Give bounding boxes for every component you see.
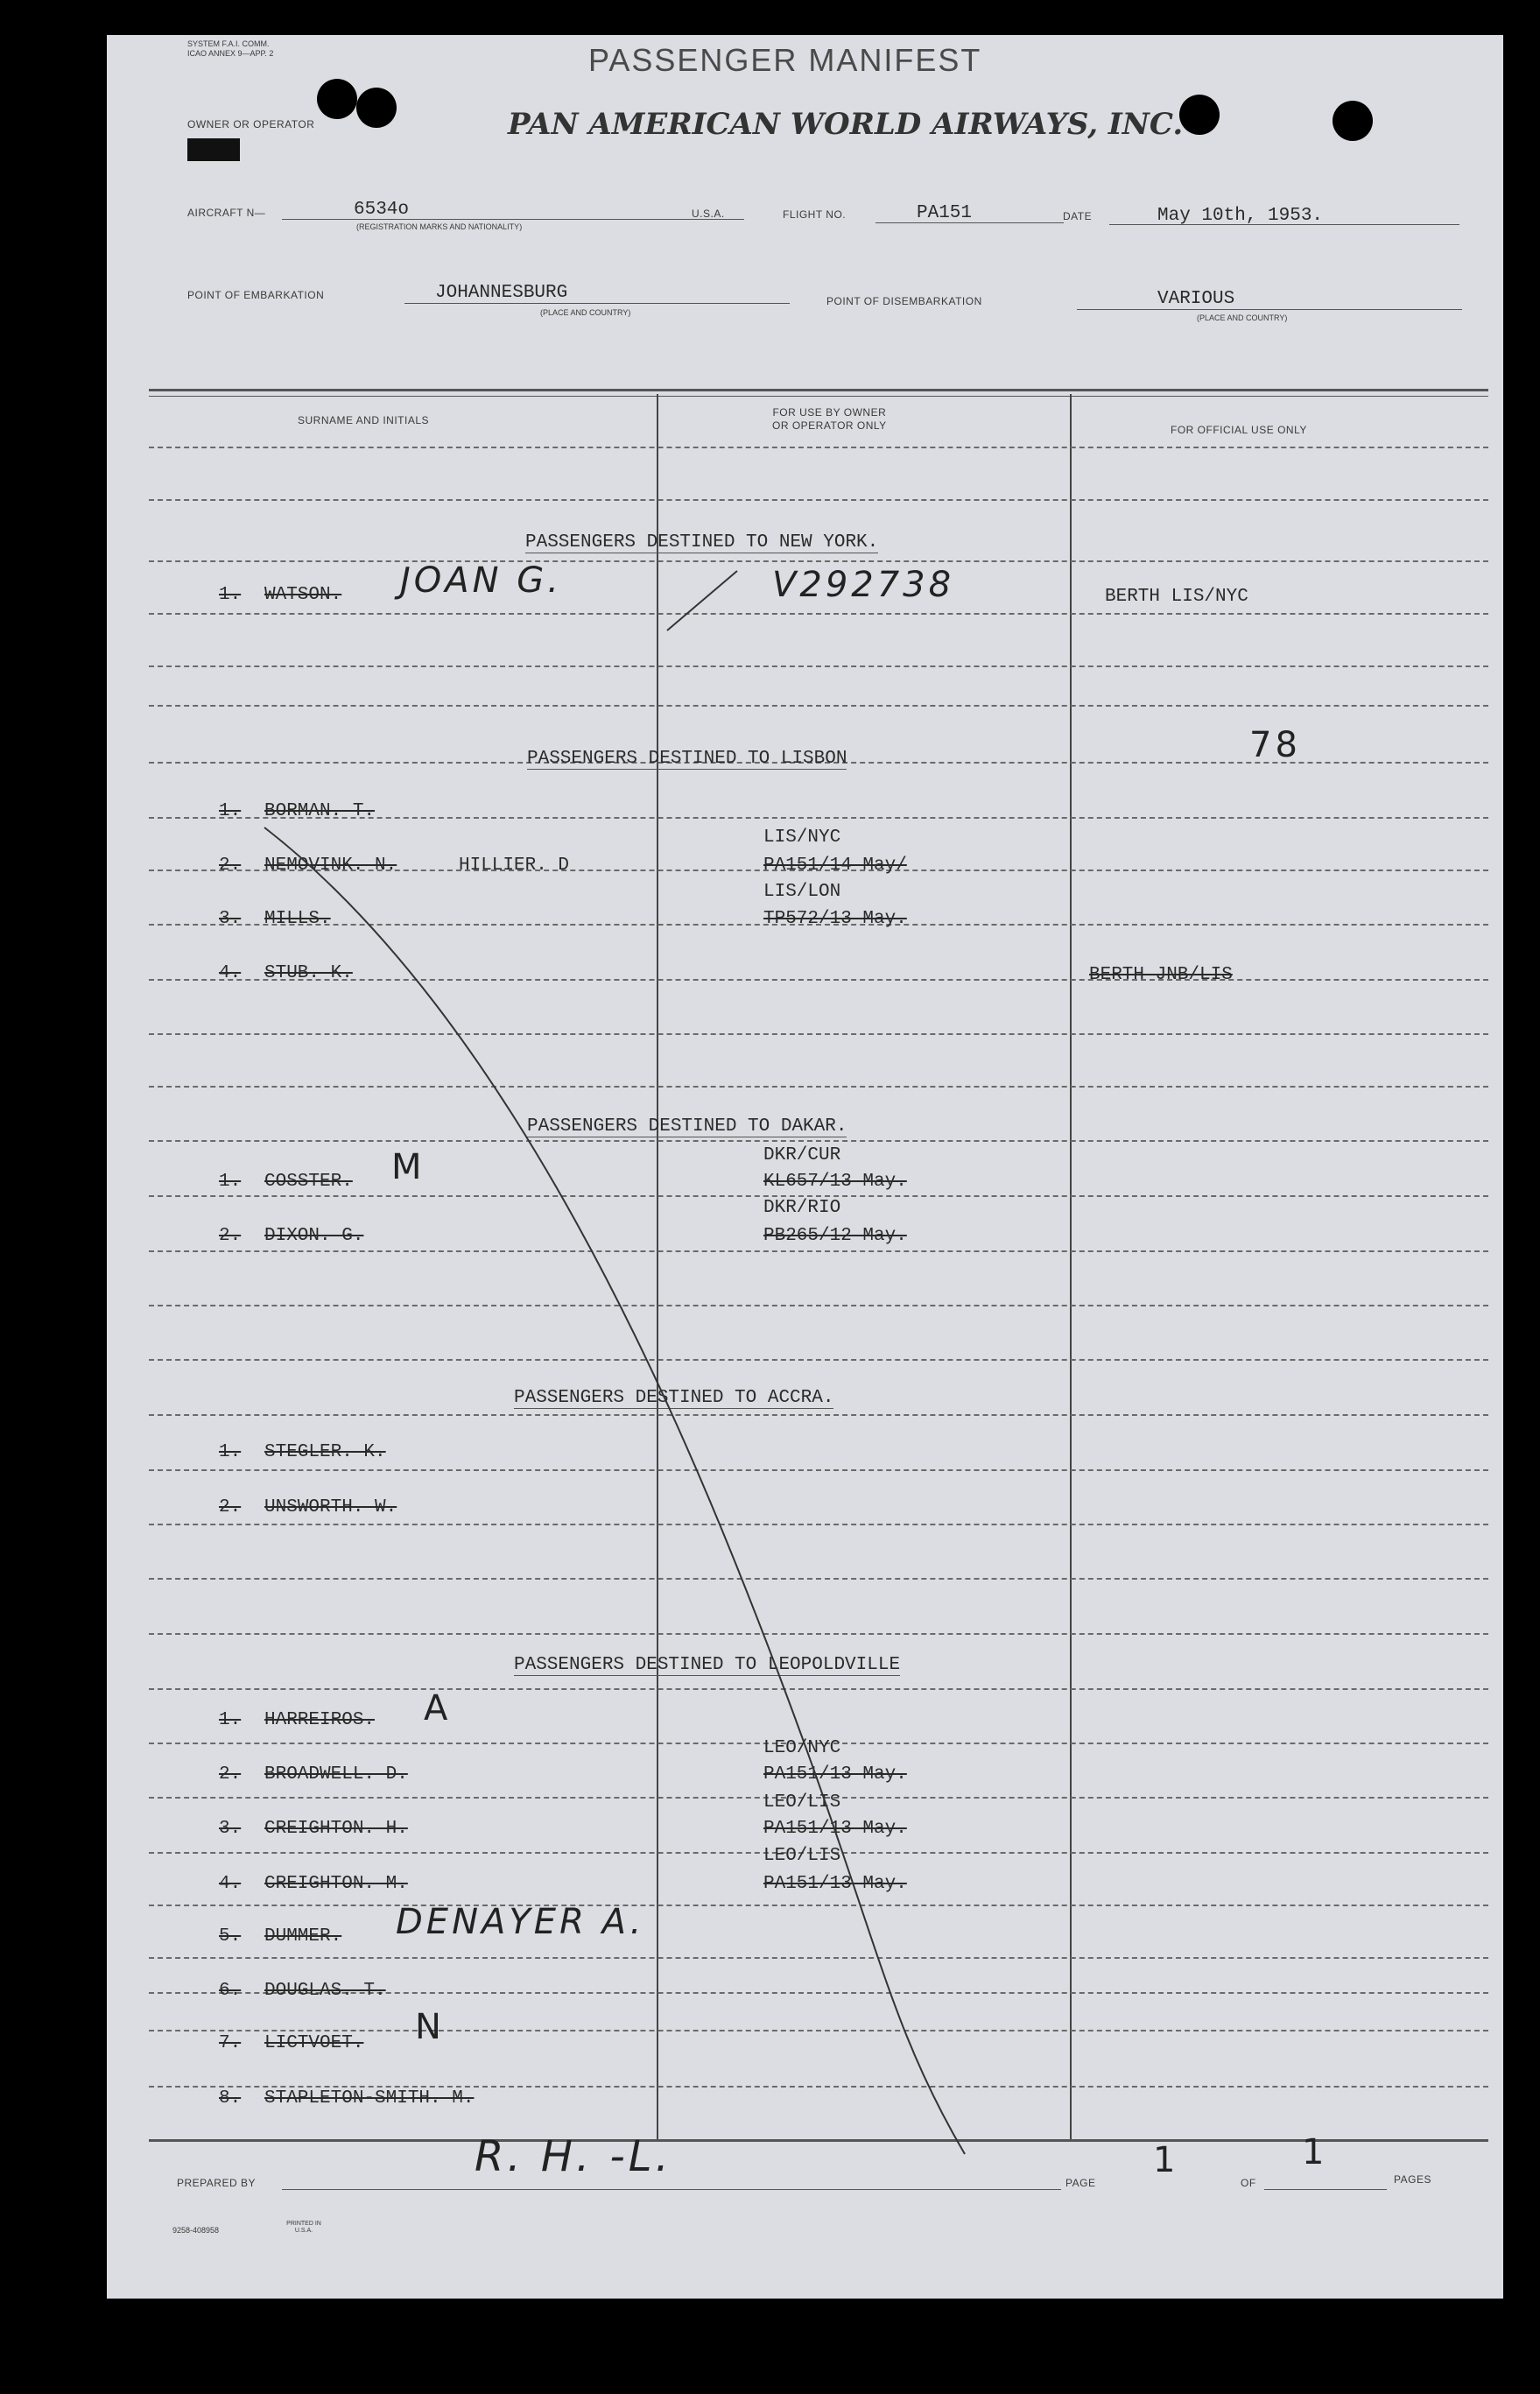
printed-in-mark: PRINTED IN U.S.A. xyxy=(286,2221,321,2234)
operator-note: DKR/RIO xyxy=(763,1198,841,1218)
flight-value: PA151 xyxy=(917,203,973,223)
operator-note: TP572/13 May. xyxy=(763,909,907,929)
official-note: BERTH JNB/LIS xyxy=(1089,965,1233,985)
operator-note: PA151/13 May. xyxy=(763,1764,907,1785)
total-pages: 1 xyxy=(1302,2132,1328,2172)
operator-note: LEO/LIS xyxy=(763,1792,841,1813)
passenger-number: 1. xyxy=(219,1442,242,1462)
system-ref-line-1: SYSTEM F.A.I. COMM. xyxy=(187,39,270,48)
passenger-name: HARREIROS. xyxy=(264,1710,376,1730)
section-heading-leopoldville: PASSENGERS DESTINED TO LEOPOLDVILLE xyxy=(514,1655,901,1675)
disembarkation-sublabel: (PLACE AND COUNTRY) xyxy=(1197,313,1288,322)
column-header-official: FOR OFFICIAL USE ONLY xyxy=(1171,424,1307,436)
column-header-operator-line-1: FOR USE BY OWNER xyxy=(772,406,887,419)
passenger-name: CREIGHTON. H. xyxy=(264,1819,408,1839)
operator-note: LEO/NYC xyxy=(763,1738,841,1758)
pencil-marks xyxy=(107,35,1503,2299)
page-number: 1 xyxy=(1153,2140,1179,2180)
passenger-name: UNSWORTH. W. xyxy=(264,1497,397,1517)
handwritten-note: 78 xyxy=(1249,725,1301,765)
aircraft-sublabel: (REGISTRATION MARKS AND NATIONALITY) xyxy=(356,222,523,231)
operator-note: PA151/13 May. xyxy=(763,1874,907,1894)
passenger-number: 1. xyxy=(219,1710,242,1730)
flight-label: FLIGHT NO. xyxy=(783,208,847,221)
passenger-name: BROADWELL. D. xyxy=(264,1764,408,1785)
passenger-number: 1. xyxy=(219,1172,242,1192)
passenger-number: 6. xyxy=(219,1981,242,2001)
embarkation-label: POINT OF EMBARKATION xyxy=(187,289,325,301)
handwritten-reference: V292738 xyxy=(772,565,955,605)
operator-note: LIS/LON xyxy=(763,882,841,902)
manifest-title: PASSENGER MANIFEST xyxy=(588,42,982,78)
passenger-name-added: HILLIER. D xyxy=(459,856,570,876)
official-note: BERTH LIS/NYC xyxy=(1105,587,1248,607)
handwritten-initial: N xyxy=(415,2007,445,2047)
handwritten-initial: A xyxy=(424,1688,452,1729)
operator-note: LIS/NYC xyxy=(763,827,841,848)
operator-note: PA151/14 May/ xyxy=(763,856,907,876)
operator-note: DKR/CUR xyxy=(763,1145,841,1165)
embarkation-sublabel: (PLACE AND COUNTRY) xyxy=(540,308,631,317)
preparer-signature: R. H. -L. xyxy=(475,2132,672,2181)
form-number: 9258-408958 xyxy=(172,2226,220,2235)
passenger-number: 2. xyxy=(219,1226,242,1246)
embarkation-value: JOHANNESBURG xyxy=(435,283,568,303)
disembarkation-value: VARIOUS xyxy=(1157,289,1235,309)
handwritten-initial: M xyxy=(391,1147,425,1187)
passenger-name: LICTVOET. xyxy=(264,2033,364,2053)
date-label: DATE xyxy=(1063,210,1093,222)
manifest-sheet xyxy=(107,35,1503,2299)
column-header-surname: SURNAME AND INITIALS xyxy=(298,414,430,426)
system-ref-line-2: ICAO ANNEX 9—APP. 2 xyxy=(187,49,274,58)
section-heading-dakar: PASSENGERS DESTINED TO DAKAR. xyxy=(527,1116,847,1137)
airline-name: PAN AMERICAN WORLD AIRWAYS, INC. xyxy=(508,107,1184,142)
passenger-name: STUB. K. xyxy=(264,963,353,983)
handwritten-name: JOAN G. xyxy=(400,560,562,601)
passenger-number: 1. xyxy=(219,585,242,605)
passenger-name: CREIGHTON. M. xyxy=(264,1874,408,1894)
aircraft-value: 6534o xyxy=(354,200,410,220)
date-value: May 10th, 1953. xyxy=(1157,206,1324,226)
column-header-operator-line-2: OR OPERATOR ONLY xyxy=(772,419,887,432)
passenger-number: 1. xyxy=(219,801,242,821)
passenger-number: 7. xyxy=(219,2033,242,2053)
passenger-number: 3. xyxy=(219,1819,242,1839)
operator-note: KL657/13 May. xyxy=(763,1172,907,1192)
passenger-name: DOUGLAS. T. xyxy=(264,1981,386,2001)
passenger-number: 2. xyxy=(219,1764,242,1785)
passenger-name: STAPLETON-SMITH. M. xyxy=(264,2088,475,2109)
passenger-name: COSSTER. xyxy=(264,1172,353,1192)
passenger-number: 4. xyxy=(219,1874,242,1894)
of-label: OF xyxy=(1241,2177,1256,2189)
passenger-number: 5. xyxy=(219,1926,242,1947)
passenger-name: BORMAN. T. xyxy=(264,801,376,821)
section-heading-lisbon: PASSENGERS DESTINED TO LISBON xyxy=(527,749,847,769)
handwritten-name: DENAYER A. xyxy=(396,1902,645,1942)
section-heading-accra: PASSENGERS DESTINED TO ACCRA. xyxy=(514,1388,834,1408)
pages-label: PAGES xyxy=(1394,2173,1431,2186)
operator-note: PA151/13 May. xyxy=(763,1819,907,1839)
of-line xyxy=(1264,2189,1387,2190)
passenger-number: 2. xyxy=(219,1497,242,1517)
passenger-name: DUMMER. xyxy=(264,1926,342,1947)
passenger-number: 4. xyxy=(219,963,242,983)
passenger-number: 8. xyxy=(219,2088,242,2109)
passenger-number: 2. xyxy=(219,856,242,876)
passenger-name: NEMOVINK. N. xyxy=(264,856,397,876)
section-heading-new-york: PASSENGERS DESTINED TO NEW YORK. xyxy=(525,532,879,553)
operator-note: LEO/LIS xyxy=(763,1846,841,1866)
disembarkation-label: POINT OF DISEMBARKATION xyxy=(826,295,982,307)
passenger-name: STEGLER. K. xyxy=(264,1442,386,1462)
passenger-name: MILLS. xyxy=(264,909,331,929)
operator-note: PB265/12 May. xyxy=(763,1226,907,1246)
owner-label: OWNER OR OPERATOR xyxy=(187,118,315,130)
prepared-by-line xyxy=(282,2189,1061,2190)
passenger-number: 3. xyxy=(219,909,242,929)
passenger-name: WATSON. xyxy=(264,585,342,605)
prepared-by-label: PREPARED BY xyxy=(177,2177,256,2189)
page-label: PAGE xyxy=(1065,2177,1096,2189)
aircraft-label: AIRCRAFT N— xyxy=(187,207,266,219)
usa-label: U.S.A. xyxy=(692,208,725,220)
passenger-name: DIXON. G. xyxy=(264,1226,364,1246)
